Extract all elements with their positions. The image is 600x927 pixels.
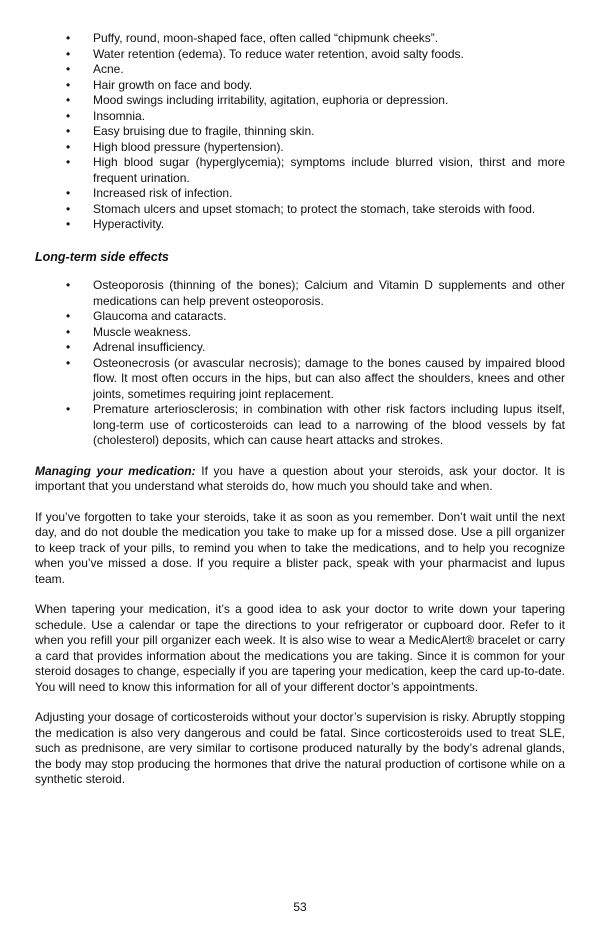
paragraph-lead: Managing your medication: (35, 463, 196, 478)
long-term-side-effects-heading: Long-term side effects (35, 249, 169, 264)
list-item: • Hyperactivity. (35, 217, 565, 233)
managing-medication-paragraph (35, 464, 565, 495)
list-item: • Puffy, round, moon-shaped face, often called “chipmunk cheeks”. (35, 31, 565, 47)
list-item: • High blood pressure (hypertension). (35, 140, 565, 156)
long-term-side-effects-list (35, 278, 565, 449)
paragraph-text: If you have a question about your steroids, ask your doctor. It is important that you understand what steroids do, how much you should take and when. (35, 463, 565, 493)
list-item: • Glaucoma and cataracts. (35, 309, 565, 325)
list-item: • Hair growth on face and body. (35, 78, 565, 94)
list-item: • Muscle weakness. (35, 325, 565, 341)
list-item: • High blood sugar (hyperglycemia); symptoms include blurred vision, thirst and more frequent urination. (35, 155, 565, 186)
list-item: • Insomnia. (35, 109, 565, 125)
page-number: 53 (293, 899, 307, 914)
list-item: • Easy bruising due to fragile, thinning skin. (35, 124, 565, 140)
list-item: • Adrenal insufficiency. (35, 340, 565, 356)
list-item: • Osteonecrosis (or avascular necrosis); damage to the bones caused by impaired blood flow. It most often occurs in the hips, but can also affect the shoulders, knees and other joints, sometimes requiring joint replacement. (35, 356, 565, 403)
list-item: • Increased risk of infection. (35, 186, 565, 202)
list-item: • Mood swings including irritability, agitation, euphoria or depression. (35, 93, 565, 109)
tapering-paragraph: When tapering your medication, it’s a good idea to ask your doctor to write down your tapering schedule. Use a calendar or tape the directions to your refrigerator or cupboard door. Refer to it when you refill your pill organizer each week. It is also wise to wear a MedicAlert® bracelet or carry a card that provides information about the medications you are taking. Since it is common for your steroid dosages to change, especially if you are tapering your medication, keep the card up-to-date. You will need to know this information for all of your different doctor’s appointments. (35, 602, 565, 694)
list-item: • Acne. (35, 62, 565, 78)
dosage-adjustment-paragraph: Adjusting your dosage of corticosteroids without your doctor’s supervision is risky. Abruptly stopping the medication is also very dangerous and could be fatal. Since corticosteroids used to treat SLE, such as prednisone, are very similar to cortisone produced naturally by the body’s adrenal glands, the body may stop producing the hormones that drive the natural production of cortisone while on a synthetic steroid. (35, 710, 565, 786)
list-item: • Water retention (edema). To reduce water retention, avoid salty foods. (35, 47, 565, 63)
list-item: • Premature arteriosclerosis; in combination with other risk factors including lupus itself, long-term use of corticosteroids can lead to a narrowing of the blood vessels by fat (cholesterol) deposits, which can cause heart attacks and strokes. (35, 402, 565, 449)
list-item: • Osteoporosis (thinning of the bones); Calcium and Vitamin D supplements and other medications can help prevent osteoporosis. (35, 278, 565, 309)
list-item: • Stomach ulcers and upset stomach; to protect the stomach, take steroids with food. (35, 202, 565, 218)
forgotten-dose-paragraph: If you’ve forgotten to take your steroids, take it as soon as you remember. Don’t wait until the next day, and do not double the medication you take to make up for a missed dose. Use a pill organizer to keep track of your pills, to remind you when to take the medications, and to help you recognize when you’ve missed a dose. If you require a blister pack, speak with your pharmacist and lupus team. (35, 509, 565, 586)
short-term-side-effects-list (35, 31, 565, 233)
